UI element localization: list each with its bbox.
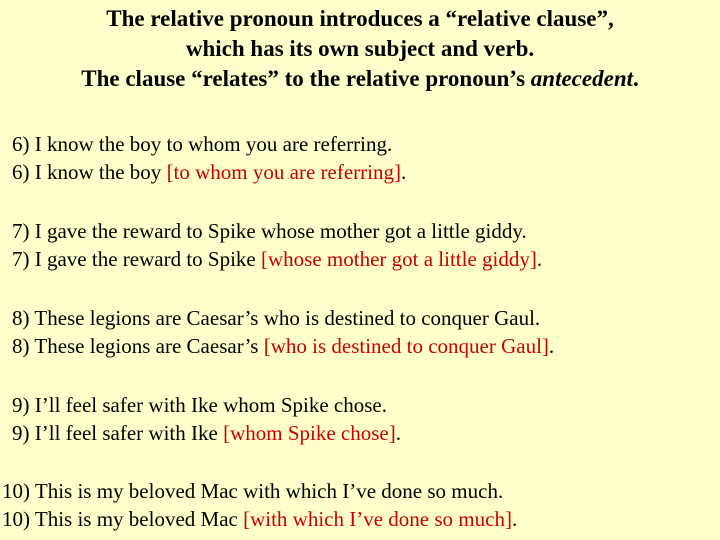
title-line-3-text: The clause “relates” to the relative pronoun’s <box>81 66 531 91</box>
example-prefix: 6) I know the boy <box>12 160 167 184</box>
slide-title <box>0 4 720 94</box>
example-10 <box>2 477 517 533</box>
title-line-1: The relative pronoun introduces a “relative clause”, <box>106 6 614 31</box>
example-annotated <box>12 419 401 447</box>
example-prefix: 7) I gave the reward to Spike <box>12 247 261 271</box>
antecedent-term: antecedent <box>530 66 633 91</box>
example-8 <box>12 304 554 360</box>
example-annotated <box>2 505 517 533</box>
example-sentence: 6) I know the boy to whom you are referring. <box>12 132 393 156</box>
example-annotated <box>12 245 542 273</box>
example-prefix: 9) I’ll feel safer with Ike <box>12 421 224 445</box>
title-line-2: which has its own subject and verb. <box>185 36 535 61</box>
example-prefix: 10) This is my beloved Mac <box>2 507 244 531</box>
example-9 <box>12 391 401 447</box>
example-sentence: 8) These legions are Caesar’s who is destined to conquer Gaul. <box>12 306 541 330</box>
example-sentence: 7) I gave the reward to Spike whose mother got a little giddy. <box>12 219 527 243</box>
example-period: . <box>400 160 407 184</box>
example-7 <box>12 217 542 273</box>
relative-clause: [to whom you are referring] <box>166 160 401 184</box>
title-line-3 <box>0 64 720 94</box>
example-period: . <box>536 247 543 271</box>
title-line-3-period: . <box>633 66 639 91</box>
relative-clause: [whom Spike chose] <box>223 421 396 445</box>
example-6 <box>12 130 406 186</box>
example-sentence: 10) This is my beloved Mac with which I’ve done so much. <box>2 479 504 503</box>
example-period: . <box>511 507 518 531</box>
relative-clause: [whose mother got a little giddy] <box>261 247 537 271</box>
example-annotated <box>12 332 554 360</box>
example-period: . <box>395 421 401 445</box>
relative-clause: [who is destined to conquer Gaul] <box>263 334 549 358</box>
example-annotated <box>12 158 406 186</box>
example-period: . <box>548 334 555 358</box>
example-sentence: 9) I’ll feel safer with Ike whom Spike chose. <box>12 393 387 417</box>
example-prefix: 8) These legions are Caesar’s <box>12 334 264 358</box>
relative-clause: [with which I’ve done so much] <box>243 507 512 531</box>
